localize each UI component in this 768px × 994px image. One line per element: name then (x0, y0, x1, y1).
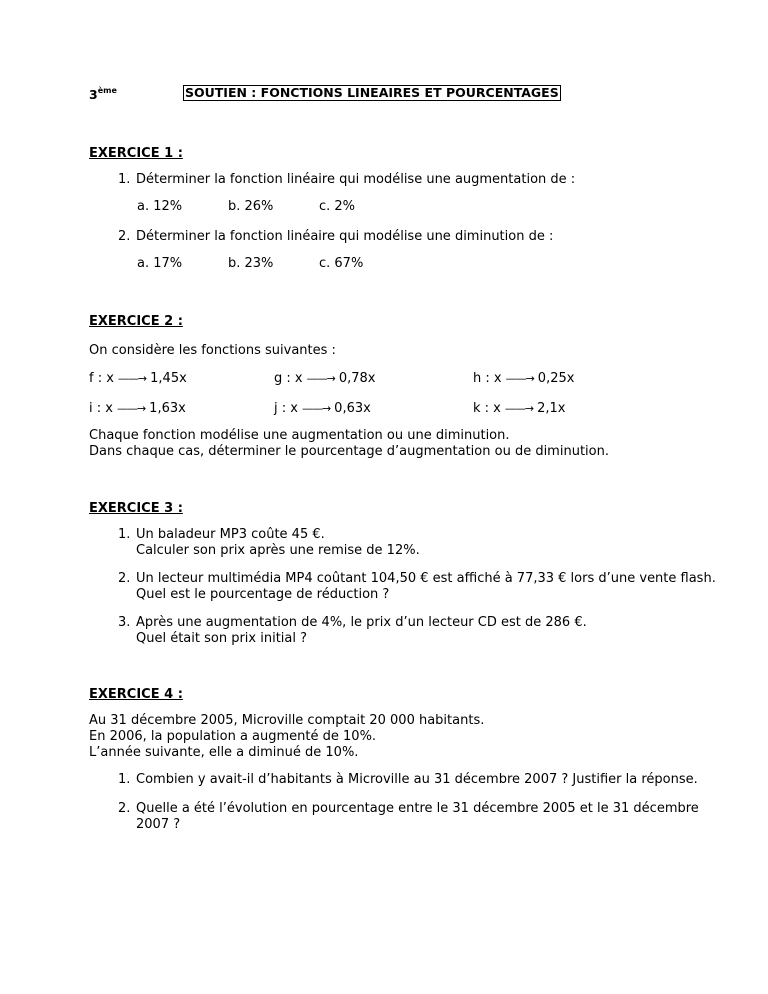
exercise-3-question-3: 3. Après une augmentation de 4%, le prix d’un lecteur CD est de 286 €. (118, 615, 587, 630)
function-g: g : x ——→ 0,78x (274, 371, 376, 386)
function-f: f : x ——→ 1,45x (89, 371, 187, 386)
exercise-3-question-3-line-2: Quel était son prix initial ? (136, 631, 308, 646)
option: a. 17% (137, 256, 183, 271)
exercise-4-title: EXERCICE 4 : (89, 687, 183, 702)
function-j: j : x ——→ 0,63x (274, 401, 371, 416)
exercise-3-title: EXERCICE 3 : (89, 501, 183, 516)
maps-to-arrow-icon: ——→ (504, 402, 534, 415)
exercise-1-title: EXERCICE 1 : (89, 146, 183, 161)
exercise-4-intro-2: En 2006, la population a augmenté de 10%. (89, 729, 377, 744)
exercise-4-intro-3: L’année suivante, elle a diminué de 10%. (89, 745, 359, 760)
exercise-3-question-2: 2. Un lecteur multimédia MP4 coûtant 104,50 € est affiché à 77,33 € lors d’une vente flash. (118, 571, 716, 586)
exercise-2-title: EXERCICE 2 : (89, 314, 183, 329)
exercise-2-instruction-1: Chaque fonction modélise une augmentation ou une diminution. (89, 428, 510, 443)
maps-to-arrow-icon: ——→ (505, 372, 534, 385)
option: a. 12% (137, 199, 183, 214)
function-k: k : x ——→ 2,1x (473, 401, 566, 416)
function-h: h : x ——→ 0,25x (473, 371, 575, 386)
exercise-3-question-1: 1. Un baladeur MP3 coûte 45 €. (118, 527, 325, 542)
page-title: SOUTIEN : FONCTIONS LINEAIRES ET POURCENTAGES (185, 85, 559, 100)
exercise-2-intro: On considère les fonctions suivantes : (89, 343, 336, 358)
exercise-3-question-1-line-2: Calculer son prix après une remise de 12%. (136, 543, 420, 558)
exercise-4-question-2: 2. Quelle a été l’évolution en pourcentage entre le 31 décembre 2005 et le 31 décembre (118, 801, 699, 816)
option: c. 67% (319, 256, 364, 271)
exercise-3-question-2-line-2: Quel est le pourcentage de réduction ? (136, 587, 390, 602)
exercise-4-intro-1: Au 31 décembre 2005, Microville comptait 20 000 habitants. (89, 713, 485, 728)
option: b. 23% (228, 256, 274, 271)
function-i: i : x ——→ 1,63x (89, 401, 186, 416)
option: b. 26% (228, 199, 274, 214)
maps-to-arrow-icon: ——→ (301, 402, 331, 415)
maps-to-arrow-icon: ——→ (117, 372, 147, 385)
exercise-4-question-1: 1. Combien y avait-il d’habitants à Microville au 31 décembre 2007 ? Justifier la réponse. (118, 772, 698, 787)
exercise-1-question-1: 1. Déterminer la fonction linéaire qui modélise une augmentation de : (118, 172, 576, 187)
class-level: 3ème (89, 86, 117, 102)
maps-to-arrow-icon: ——→ (306, 372, 335, 385)
maps-to-arrow-icon: ——→ (116, 402, 146, 415)
exercise-2-instruction-2: Dans chaque cas, déterminer le pourcentage d’augmentation ou de diminution. (89, 444, 609, 459)
option: c. 2% (319, 199, 356, 214)
exercise-4-question-2-line-2: 2007 ? (136, 817, 181, 832)
exercise-1-question-2: 2. Déterminer la fonction linéaire qui modélise une diminution de : (118, 229, 554, 244)
